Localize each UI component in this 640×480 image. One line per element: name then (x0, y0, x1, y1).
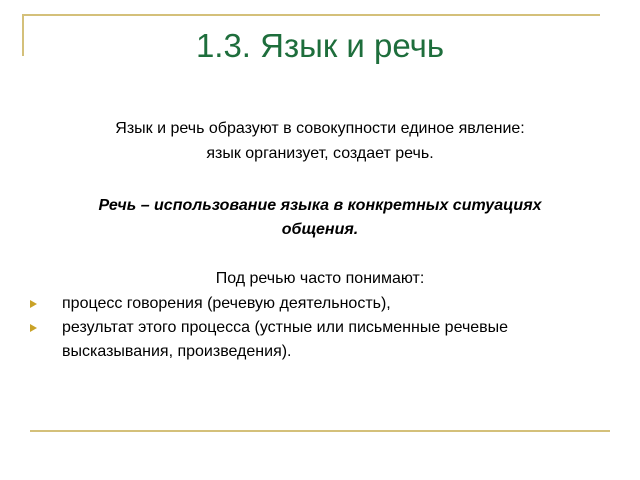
bottom-decorative-line (30, 430, 610, 432)
list-item-text: результат этого процесса (устные или письменные речевые высказывания, произведения). (62, 319, 509, 360)
definition-text: Речь – использование языка в конкретных ситуациях общения. (98, 197, 542, 238)
intro-line-2: язык организует, создает речь. (206, 145, 434, 162)
arrow-bullet-icon (30, 324, 37, 332)
top-decorative-line (22, 14, 600, 16)
list-item (30, 292, 590, 316)
slide-title: 1.3. Язык и речь (195, 27, 445, 64)
arrow-bullet-icon (30, 300, 37, 308)
list-item-text: процесс говорения (речевую деятельность), (62, 295, 391, 312)
list-item (30, 316, 590, 364)
bullet-list (30, 292, 590, 364)
intro-line-1: Язык и речь образуют в совокупности единое явление: (115, 120, 525, 137)
list-intro: Под речью часто понимают: (215, 270, 425, 287)
